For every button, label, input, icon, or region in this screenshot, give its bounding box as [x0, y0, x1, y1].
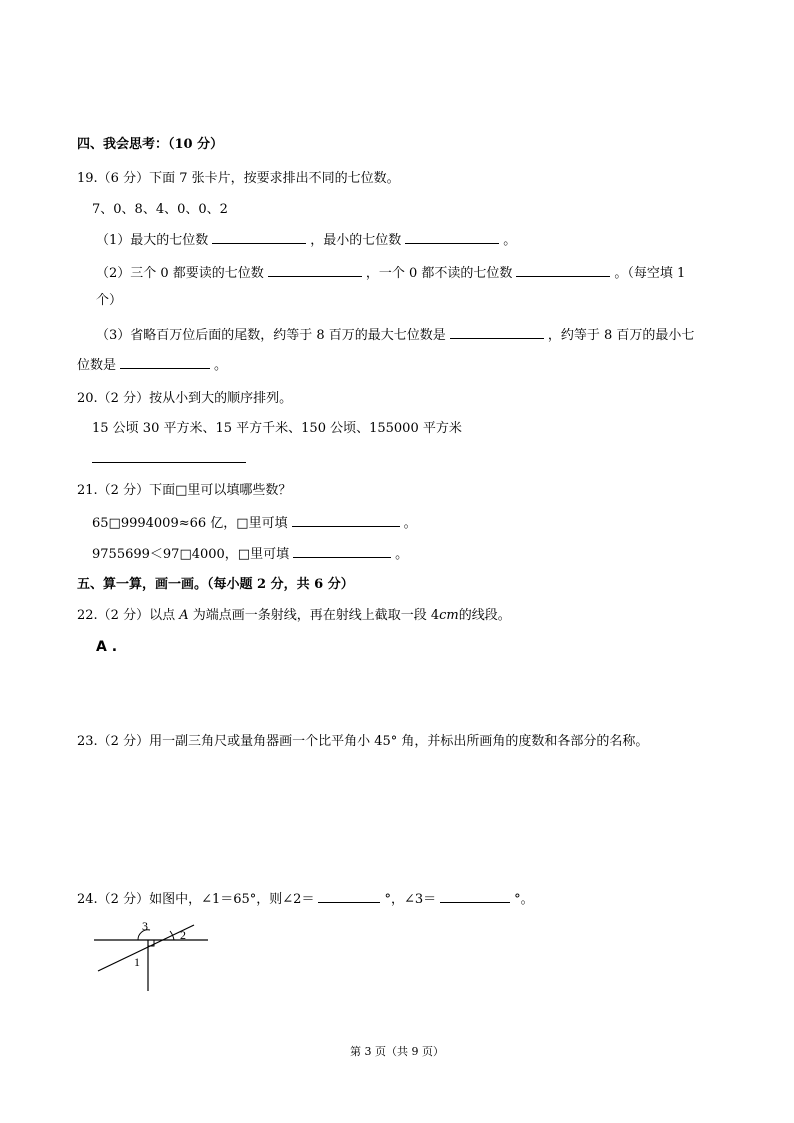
q21-line1	[92, 513, 417, 533]
q19-part3-b: ，约等于 8 百万的最小七	[547, 328, 695, 343]
q19-blank-6[interactable]	[120, 355, 210, 369]
q21-blank-1[interactable]	[292, 513, 400, 527]
q19-part1	[96, 230, 516, 250]
page-footer: 第 3 页（共 9 页）	[350, 1045, 444, 1058]
q19-part2	[96, 263, 685, 283]
q19-part1-a: （1）最大的七位数	[96, 233, 209, 248]
q19-part2-a: （2）三个 0 都要读的七位数	[96, 266, 264, 281]
q22-stem-a: 22.（2 分）以点	[77, 608, 176, 623]
q21-line1-b: 。	[403, 516, 417, 531]
q23-stem: 23.（2 分）用一副三角尺或量角器画一个比平角小 45° 角，并标出所画角的度数和各部分的名称。	[77, 734, 649, 749]
q20-stem: 20.（2 分）按从小到大的顺序排列。	[77, 391, 293, 406]
q19-blank-4[interactable]	[516, 263, 610, 277]
q19-part1-b: ，最小的七位数	[310, 233, 402, 248]
q24-blank-1[interactable]	[318, 889, 380, 903]
q24-stem	[77, 889, 534, 909]
point-a-label: A .	[96, 639, 118, 655]
q19-blank-5[interactable]	[450, 325, 544, 339]
q21-blank-2[interactable]	[293, 544, 391, 558]
angle-3-label: 3	[142, 919, 148, 933]
q20-answer-line[interactable]	[92, 449, 246, 469]
angle-figure	[90, 915, 220, 995]
q19-part3-d: 。	[214, 358, 228, 373]
q22-stem-c: 的线段。	[458, 608, 511, 623]
section-5-heading: 五、算一算，画一画。（每小题 2 分，共 6 分）	[77, 577, 354, 592]
q24-stem-a: 24.（2 分）如图中，∠1＝65°，则∠2＝	[77, 892, 315, 907]
angle-1-label: 1	[134, 955, 140, 969]
q19-part3	[96, 325, 694, 345]
q22-stem-b: 为端点画一条射线，再在射线上截取一段 4	[192, 608, 440, 623]
q19-stem: 19.（6 分）下面 7 张卡片，按要求排出不同的七位数。	[77, 171, 400, 186]
q19-part3-c: 位数是	[77, 358, 117, 373]
q24-stem-c: °。	[514, 892, 534, 907]
q21-line1-a: 65□9994009≈66 亿，□里可填	[92, 516, 288, 531]
q24-blank-2[interactable]	[440, 889, 510, 903]
angle-2-label: 2	[180, 928, 186, 942]
q22-stem	[77, 607, 511, 625]
q21-line2	[92, 544, 408, 564]
q20-items: 15 公顷 30 平方米、15 平方千米、150 公顷、155000 平方米	[92, 421, 462, 436]
q21-stem: 21.（2 分）下面□里可以填哪些数？	[77, 483, 292, 498]
q21-line2-b: 。	[395, 547, 409, 562]
q19-blank-1[interactable]	[212, 230, 306, 244]
q21-line2-a: 9755699＜97□4000，□里可填	[92, 547, 290, 562]
q19-part2-b: ，一个 0 都不读的七位数	[365, 266, 513, 281]
q19-part2-c: 。（每空填 1	[614, 266, 686, 281]
section-4-heading: 四、我会思考：（10 分）	[77, 137, 224, 152]
q19-blank-3[interactable]	[268, 263, 362, 277]
q19-part3-cont	[77, 355, 227, 375]
q19-blank-2[interactable]	[405, 230, 499, 244]
q22-point-ref: A	[179, 608, 189, 623]
q24-stem-b: °，∠3＝	[384, 892, 437, 907]
q19-part3-a: （3）省略百万位后面的尾数，约等于 8 百万的最大七位数是	[96, 328, 446, 343]
q20-blank[interactable]	[92, 449, 246, 463]
q22-unit: cm	[439, 608, 459, 623]
q19-part1-c: 。	[503, 233, 517, 248]
q19-part2-cont: 个）	[96, 293, 123, 308]
q19-cards: 7、0、8、4、0、0、2	[92, 202, 228, 217]
